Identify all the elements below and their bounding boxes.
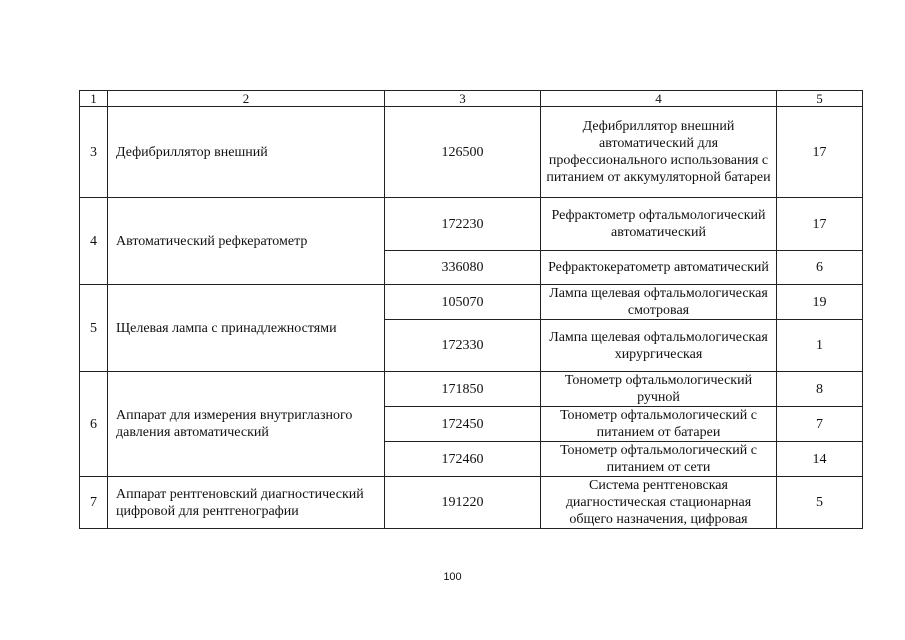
row-number-cell: 3 xyxy=(80,107,108,198)
page-number: 100 xyxy=(443,571,462,583)
quantity-cell: 14 xyxy=(777,442,863,477)
table-row xyxy=(80,198,863,251)
device-name-cell: Автоматический рефкератометр xyxy=(108,198,385,285)
column-number-5: 5 xyxy=(777,91,863,107)
table-row xyxy=(80,372,863,407)
quantity-cell: 5 xyxy=(777,477,863,529)
code-cell: 105070 xyxy=(385,285,541,320)
description-cell: Дефибриллятор внешний автоматический для профессионального использования с питанием от аккумуляторной батареи xyxy=(541,107,777,198)
equipment-table xyxy=(79,90,863,529)
code-cell: 171850 xyxy=(385,372,541,407)
description-cell: Тонометр офтальмологический ручной xyxy=(541,372,777,407)
table-row xyxy=(80,285,863,320)
code-cell: 172230 xyxy=(385,198,541,251)
description-cell: Рефрактокератометр автоматический xyxy=(541,251,777,285)
description-cell: Система рентгеновская диагностическая стационарная общего назначения, цифровая xyxy=(541,477,777,529)
code-cell: 126500 xyxy=(385,107,541,198)
description-cell: Рефрактометр офтальмологический автоматический xyxy=(541,198,777,251)
quantity-cell: 6 xyxy=(777,251,863,285)
description-cell: Лампа щелевая офтальмологическая смотровая xyxy=(541,285,777,320)
column-number-3: 3 xyxy=(385,91,541,107)
column-number-1: 1 xyxy=(80,91,108,107)
quantity-cell: 17 xyxy=(777,198,863,251)
description-cell: Тонометр офтальмологический с питанием от батареи xyxy=(541,407,777,442)
code-cell: 172330 xyxy=(385,320,541,372)
description-cell: Тонометр офтальмологический с питанием от сети xyxy=(541,442,777,477)
table-row xyxy=(80,477,863,529)
code-cell: 336080 xyxy=(385,251,541,285)
device-name-cell: Щелевая лампа с принадлежностями xyxy=(108,285,385,372)
quantity-cell: 1 xyxy=(777,320,863,372)
quantity-cell: 19 xyxy=(777,285,863,320)
row-number-cell: 6 xyxy=(80,372,108,477)
row-number-cell: 7 xyxy=(80,477,108,529)
column-number-2: 2 xyxy=(108,91,385,107)
code-cell: 191220 xyxy=(385,477,541,529)
column-number-4: 4 xyxy=(541,91,777,107)
device-name-cell: Дефибриллятор внешний xyxy=(108,107,385,198)
table-row xyxy=(80,107,863,198)
quantity-cell: 7 xyxy=(777,407,863,442)
description-cell: Лампа щелевая офтальмологическая хирургическая xyxy=(541,320,777,372)
quantity-cell: 17 xyxy=(777,107,863,198)
code-cell: 172450 xyxy=(385,407,541,442)
row-number-cell: 4 xyxy=(80,198,108,285)
quantity-cell: 8 xyxy=(777,372,863,407)
device-name-cell: Аппарат рентгеновский диагностический цифровой для рентгенографии xyxy=(108,477,385,529)
table-header-row xyxy=(80,91,863,107)
device-name-cell: Аппарат для измерения внутриглазного давления автоматический xyxy=(108,372,385,477)
code-cell: 172460 xyxy=(385,442,541,477)
row-number-cell: 5 xyxy=(80,285,108,372)
